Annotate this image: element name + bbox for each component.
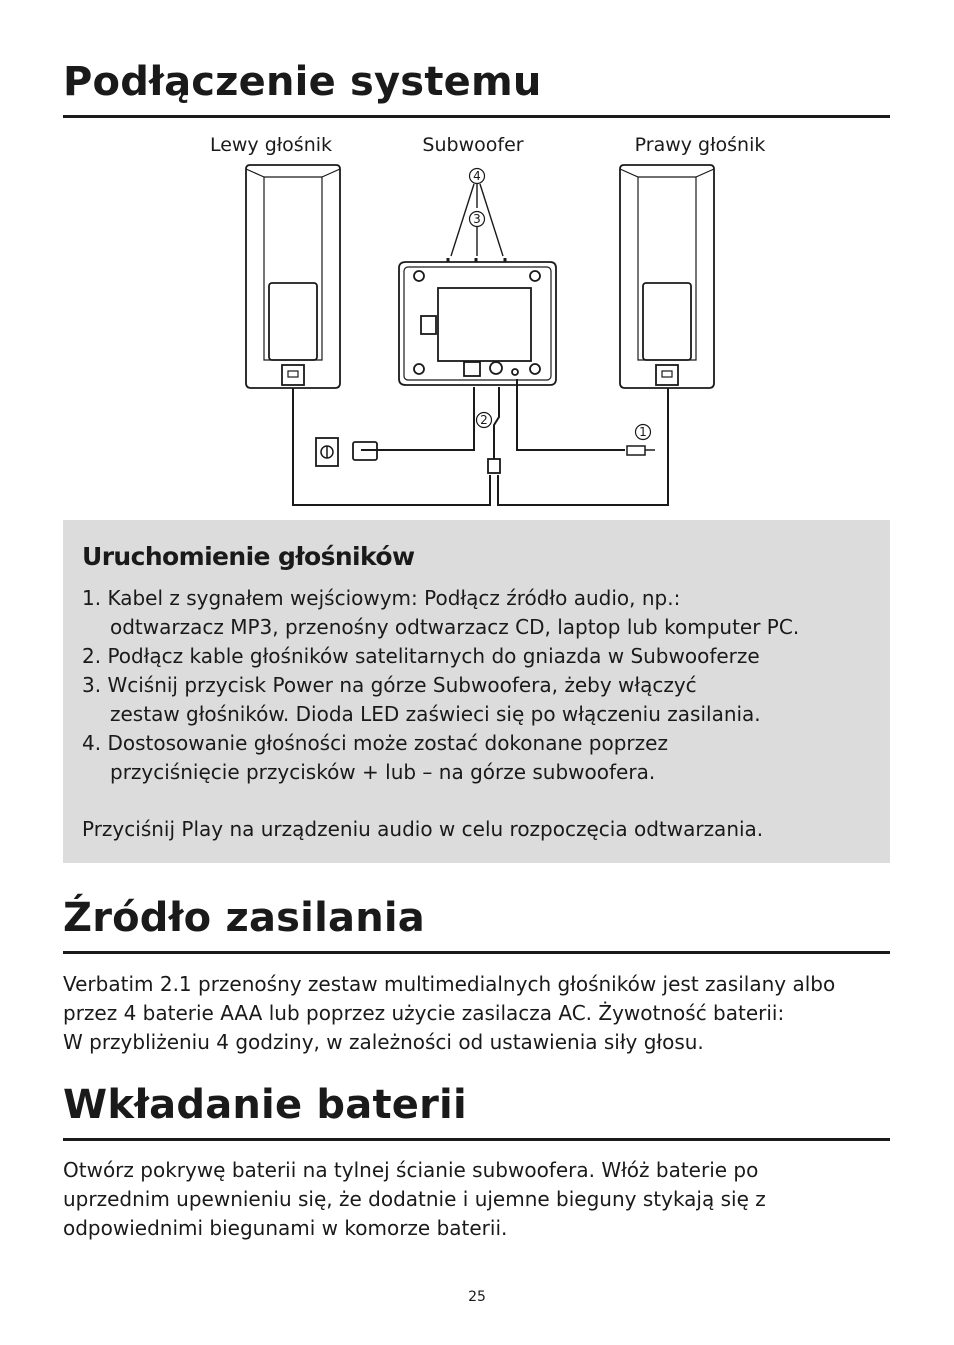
section-rule <box>63 115 890 118</box>
step-item <box>82 584 799 642</box>
paragraph-line: W przybliżeniu 4 godziny, w zależności od ustawienia siły głosu. <box>63 1030 704 1054</box>
step-continuation: przyciśnięcie przycisków + lub – na górze subwoofera. <box>110 760 656 784</box>
section-title-battery-insert: Wkładanie baterii <box>63 1082 467 1128</box>
label-subwoofer: Subwoofer <box>422 134 524 156</box>
steps-list <box>82 584 799 787</box>
subwoofer-illustration <box>399 258 556 385</box>
callout-4: 4 <box>473 169 481 183</box>
step-item <box>82 671 799 729</box>
label-right-speaker: Prawy głośnik <box>634 134 766 156</box>
step-continuation: zestaw głośników. Dioda LED zaświeci się po włączeniu zasilania. <box>110 702 761 726</box>
page-number: 25 <box>468 1289 486 1305</box>
section-rule <box>63 1138 890 1141</box>
callout-3: 3 <box>473 212 481 226</box>
right-speaker-illustration <box>620 165 714 388</box>
paragraph-line: Verbatim 2.1 przenośny zestaw multimedialnych głośników jest zasilany albo <box>63 972 836 996</box>
label-left-speaker: Lewy głośnik <box>209 134 333 156</box>
paragraph-line: Otwórz pokrywę baterii na tylnej ścianie subwoofera. Włóż baterie po <box>63 1158 759 1182</box>
step-text: 2. Podłącz kable głośników satelitarnych do gniazda w Subwooferze <box>82 644 760 668</box>
callout-2: 2 <box>480 413 488 427</box>
power-source-paragraph <box>63 970 890 1057</box>
section-rule <box>63 951 890 954</box>
paragraph-line: uprzednim upewnieniu się, że dodatnie i ujemne bieguny stykają się z <box>63 1187 766 1211</box>
step-text: 3. Wciśnij przycisk Power na górze Subwoofera, żeby włączyć <box>82 673 697 697</box>
section-title-connection: Podłączenie systemu <box>63 59 542 105</box>
paragraph-line: odpowiednimi biegunami w komorze baterii. <box>63 1216 508 1240</box>
step-item <box>82 642 799 671</box>
startup-instructions-box <box>63 520 890 863</box>
battery-paragraph <box>63 1156 890 1243</box>
section-title-power-source: Źródło zasilania <box>63 895 425 941</box>
box-title: Uruchomienie głośników <box>82 542 415 571</box>
box-closing-text: Przyciśnij Play na urządzeniu audio w celu rozpoczęcia odtwarzania. <box>82 817 764 841</box>
left-speaker-illustration <box>246 165 340 388</box>
paragraph-line: przez 4 baterie AAA lub poprzez użycie zasilacza AC. Żywotność baterii: <box>63 1001 785 1025</box>
step-text: 1. Kabel z sygnałem wejściowym: Podłącz źródło audio, np.: <box>82 586 681 610</box>
callout-1: 1 <box>639 425 647 439</box>
step-item <box>82 729 799 787</box>
step-text: 4. Dostosowanie głośności może zostać dokonane poprzez <box>82 731 668 755</box>
step-continuation: odtwarzacz MP3, przenośny odtwarzacz CD, laptop lub komputer PC. <box>110 615 800 639</box>
connection-diagram <box>0 125 954 515</box>
